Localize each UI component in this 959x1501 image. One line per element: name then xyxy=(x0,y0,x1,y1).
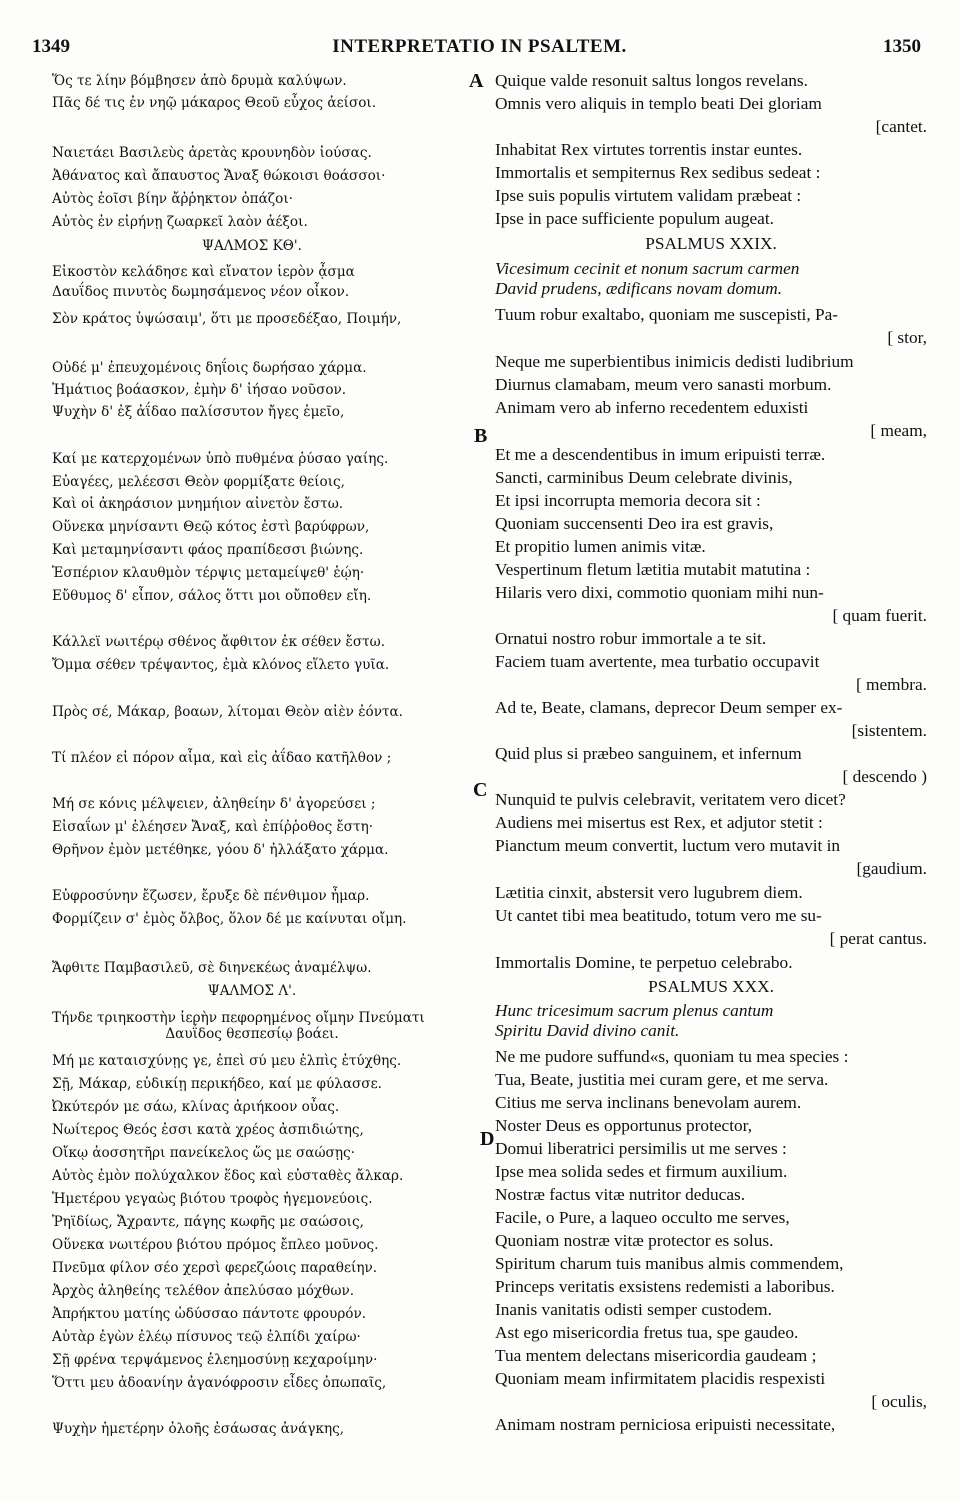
latin-line: [gaudium. xyxy=(856,859,927,878)
greek-line: Σῇ, Μάκαρ, εὐδικίῃ περικήδεο, καί με φύλασσε. xyxy=(52,1076,382,1092)
latin-line: Vicesimum cecinit et nonum sacrum carmen xyxy=(495,259,800,278)
latin-line: Ornatui nostro robur immortale a te sit. xyxy=(495,629,767,648)
latin-line: [ meam, xyxy=(870,421,927,440)
greek-line: Οἴκῳ ἀοσσητῆρι πανείκελος ὥς με σαώσῃς· xyxy=(52,1145,355,1161)
greek-line: Καί με κατερχομένων ὑπὸ πυθμένα ῥύσαο γαίης. xyxy=(52,451,389,467)
section-marker-d: D xyxy=(480,1128,495,1150)
latin-line: Ne me pudore suffund«s, quoniam tu mea species : xyxy=(495,1047,849,1066)
latin-line: [ quam fuerit. xyxy=(832,606,927,625)
latin-line: Faciem tuam avertente, mea turbatio occupavit xyxy=(495,652,820,671)
greek-line: Αὐτὰρ ἐγὼν ἐλέῳ πίσυνος τεῷ ἐλπίδι χαίρω· xyxy=(52,1329,361,1345)
greek-line: Θρῆνον ἐμὸν μετέθηκε, γόου δ' ἠλλάξατο χάρμα. xyxy=(52,842,389,858)
latin-line: [ oculis, xyxy=(871,1392,927,1411)
greek-line: Ῥηϊδίως, Ἄχραντε, πάγης κωφῆς με σαώσοις, xyxy=(52,1214,364,1230)
greek-line: Κάλλεϊ νωιτέρῳ σθένος ἄφθιτον ἐκ σέθεν ἔστω. xyxy=(52,634,386,650)
section-marker-b: B xyxy=(474,425,488,447)
latin-line: Animam vero ab inferno recedentem eduxisti xyxy=(495,398,809,417)
greek-line: Φορμίζειν σ' ἐμὸς ὄλβος, ὅλον δέ με καίνυται οἴμη. xyxy=(52,911,407,927)
greek-line: Μή σε κόνις μέλψειεν, ἀληθείην δ' ἀγορεύσει ; xyxy=(52,796,376,812)
greek-line: Τήνδε τριηκοστὴν ἱερὴν πεφορημένος οἴμην Πνεύματι xyxy=(52,1010,425,1026)
latin-line: [cantet. xyxy=(875,117,927,136)
column-number-left: 1349 xyxy=(32,36,70,57)
latin-line: [sistentem. xyxy=(851,721,927,740)
latin-line: Citius me serva inclinans benevolam aurem. xyxy=(495,1093,802,1112)
latin-line: Neque me superbientibus inimicis dedisti ludibrium xyxy=(495,352,854,371)
latin-line: Ipse mea solida sedes et firmum auxilium. xyxy=(495,1162,788,1181)
latin-line: [ stor, xyxy=(887,328,927,347)
greek-line: Ἑσπέριον κλαυθμὸν τέρψις μεταμείψεθ' ἑῴη· xyxy=(52,565,365,581)
psalm-heading-latin: PSALMUS XXIX. xyxy=(645,234,777,253)
latin-line: David prudens, ædificans novam domum. xyxy=(495,279,783,298)
greek-line: Εὐφροσύνην ἔζωσεν, ἔρυξε δὲ πένθιμον ἦμαρ. xyxy=(52,888,370,904)
greek-line: Αὐτὸς ἐμὸν πολύχαλκον ἕδος καὶ εὐσταθὲς ἄλκαρ. xyxy=(52,1168,404,1184)
greek-line: Εἰκοστὸν κελάδησε καὶ εἴνατον ἱερὸν ᾆσμα xyxy=(52,264,355,280)
greek-line: Ὅς τε λίην βόμβησεν ἀπὸ δρυμὰ καλύψων. xyxy=(52,73,347,89)
latin-line: Ut cantet tibi mea beatitudo, totum vero me su- xyxy=(495,906,822,925)
latin-line: Nunquid te pulvis celebravit, veritatem vero dicet? xyxy=(495,790,846,809)
latin-line: Animam nostram perniciosa eripuisti necessitate, xyxy=(495,1415,836,1434)
latin-line: Lætitia cinxit, abstersit vero lugubrem diem. xyxy=(495,883,803,902)
latin-line: Sancti, carminibus Deum celebrate divinis, xyxy=(495,468,793,487)
latin-line: Quoniam succensenti Deo ira est gravis, xyxy=(495,514,774,533)
latin-line: Quique valde resonuit saltus longos revelans. xyxy=(495,71,808,90)
latin-line: Hilaris vero dixi, commotio quoniam mihi nun- xyxy=(495,583,824,602)
greek-line: Ἀρχὸς ἀληθείης τελέθον ἀπελύσαο μόχθων. xyxy=(52,1283,355,1299)
greek-line: Ἀθάνατος καὶ ἄπαυστος Ἄναξ θώκοισι θοάσσοι· xyxy=(52,168,386,184)
greek-line: Ἀπρήκτου ματίης ὠδύσσαο πάντοτε φρουρόν. xyxy=(52,1306,367,1322)
greek-line: Ναιετάει Βασιλεὺς ἀρετὰς κρουνηδὸν ἰούσας. xyxy=(52,145,372,161)
section-marker-c: C xyxy=(473,779,488,801)
greek-line: Δαυΐδος θεσπεσίῳ βοάει. xyxy=(165,1026,339,1042)
greek-line: Αὐτὸς ἐν εἰρήνῃ ζωαρκεῖ λαὸν ἀέξοι. xyxy=(52,214,308,230)
latin-line: Ipse suis populis virtutem validam præbeat : xyxy=(495,186,802,205)
psalm-heading-greek: ΨΑΛΜΟΣ ΚΘ'. xyxy=(202,238,302,254)
greek-line: Οὐδέ μ' ἐπευχομένοις δηΐοις δωρήσαο χάρμα. xyxy=(52,360,367,376)
greek-line: Εὐαγέες, μελέεσσι Θεὸν φορμίξατε θείοις, xyxy=(52,474,345,490)
column-number-right: 1350 xyxy=(883,36,921,57)
greek-line: Νωίτερος Θεός ἐσσι κατὰ χρέος ἀσπιδιώτης, xyxy=(52,1122,364,1138)
latin-line: Tua, Beate, justitia mei curam gere, et me serva. xyxy=(495,1070,829,1089)
greek-line: Σῇ φρένα τερψάμενος ἐλεημοσύνῃ κεχαροίμην· xyxy=(52,1352,378,1368)
latin-line: Noster Deus es opportunus protector, xyxy=(495,1116,753,1135)
greek-line: Ἠμάτιος βοάασκον, ἐμὴν δ' ἰήσαο νοῦσον. xyxy=(52,382,347,398)
greek-line: Ἄφθιτε Παμβασιλεῦ, σὲ διηνεκέως ἀναμέλψω. xyxy=(52,960,372,976)
greek-line: Ψυχὴν δ' ἐξ ἀΐδαο παλίσσυτον ἤγες ἐμεῖο, xyxy=(52,404,345,420)
latin-line: Pianctum meum convertit, luctum vero mutavit in xyxy=(495,836,841,855)
greek-line: Σὸν κράτος ὑψώσαιμ', ὅτι με προσεδέξαο, Ποιμήν, xyxy=(52,311,402,327)
greek-line: Ὅττι μευ ἀδοανίην ἀγανόφροσιν εἶδες ὀπωπαῖς, xyxy=(52,1375,387,1391)
latin-line: Inanis vanitatis odisti semper custodem. xyxy=(495,1300,772,1319)
greek-line: Οὕνεκα νωιτέρου βιότου πρόμος ἔπλεο μοῦνος. xyxy=(52,1237,379,1253)
greek-line: Αὐτὸς ἑοῖσι βίην ἄῤῥηκτον ὀπάζοι· xyxy=(52,191,293,207)
latin-line: Audiens mei misertus est Rex, et adjutor stetit : xyxy=(495,813,823,832)
greek-line: Πᾶς δέ τις ἐν νηῷ μάκαρος Θεοῦ εὖχος ἀείσοι. xyxy=(52,95,377,111)
latin-line: Nostræ factus vitæ nutritor deducas. xyxy=(495,1185,746,1204)
greek-line: Μή με καταισχύνῃς γε, ἐπεὶ σύ μευ ἐλπὶς ἐτύχθης. xyxy=(52,1053,402,1069)
greek-line: Ἡμετέρου γεγαὼς βιότου τροφὸς ἡγεμονεύοις. xyxy=(52,1191,373,1207)
latin-line: Et ipsi incorrupta memoria decora sit : xyxy=(495,491,761,510)
latin-line: Spiritum charum tuis manibus almis commendem, xyxy=(495,1254,844,1273)
running-title: INTERPRETATIO IN PSALTEM. xyxy=(332,36,627,57)
latin-line: Vespertinum fletum lætitia mutabit matutina : xyxy=(495,560,811,579)
latin-line: Quoniam nostræ vitæ protector es solus. xyxy=(495,1231,774,1250)
greek-line: Εἰσαΐων μ' ἐλέησεν Ἄναξ, καὶ ἐπίῤῥοθος ἔστη· xyxy=(52,819,374,835)
latin-line: Hunc tricesimum sacrum plenus cantum xyxy=(495,1001,774,1020)
latin-line: Et propitio lumen animis vitæ. xyxy=(495,537,706,556)
latin-line: [ perat cantus. xyxy=(829,929,927,948)
latin-line: Tua mentem delectans misericordia gaudeam ; xyxy=(495,1346,817,1365)
greek-line: Πρὸς σέ, Μάκαρ, βοαων, λίτομαι Θεὸν αἰὲν ἐόντα. xyxy=(52,704,403,720)
latin-line: Ad te, Beate, clamans, deprecor Deum semper ex- xyxy=(495,698,843,717)
latin-line: Immortalis Domine, te perpetuo celebrabo. xyxy=(495,953,793,972)
greek-line: Οὕνεκα μηνίσαντι Θεῷ κότος ἐστὶ βαρύφρων, xyxy=(52,519,370,535)
section-marker-a: A xyxy=(469,70,484,92)
latin-line: Facile, o Pure, a laqueo occulto me serves, xyxy=(495,1208,790,1227)
psalm-heading-greek: ΨΑΛΜΟΣ Λ'. xyxy=(207,983,297,999)
latin-line: Spiritu David divino canit. xyxy=(495,1021,680,1040)
latin-line: Tuum robur exaltabo, quoniam me suscepisti, Pa- xyxy=(495,305,839,324)
latin-line: Quoniam meam infirmitatem placidis respexisti xyxy=(495,1369,826,1388)
latin-line: Quid plus si præbeo sanguinem, et infernum xyxy=(495,744,802,763)
latin-line: Diurnus clamabam, meum vero sanasti morbum. xyxy=(495,375,832,394)
latin-line: Et me a descendentibus in imum eripuisti terræ. xyxy=(495,445,826,464)
greek-line: Καὶ οἱ ἀκηράσιον μνημήιον αἰνετὸν ἔστω. xyxy=(52,496,344,512)
latin-line: Immortalis et sempiternus Rex sedibus sedeat : xyxy=(495,163,821,182)
greek-line: Εὔθυμος δ' εἶπον, σάλος ὅττι μοι οὔποθεν εἴη. xyxy=(52,588,372,604)
latin-line: Ast ego misericordia fretus tua, spe gaudeo. xyxy=(495,1323,799,1342)
psalm-heading-latin: PSALMUS XXX. xyxy=(648,977,774,996)
greek-line: Ὄμμα σέθεν τρέψαντος, ἐμὰ κλόνος εἵλετο γυῖα. xyxy=(52,657,390,673)
latin-line: Inhabitat Rex virtutes torrentis instar euntes. xyxy=(495,140,803,159)
latin-line: Princeps veritatis exsistens redemisti a laboribus. xyxy=(495,1277,835,1296)
latin-line: [ descendo ) xyxy=(842,767,927,786)
greek-line: Τί πλέον εἰ πόρον αἷμα, καὶ εἰς ἀΐδαο κατῆλθον ; xyxy=(52,750,392,766)
greek-line: Καὶ μεταμηνίσαντι φάος πραπίδεσσι βιώνης. xyxy=(52,542,364,558)
greek-line: Ψυχὴν ἡμετέρην ὀλοῆς ἐσάωσας ἀνάγκης, xyxy=(52,1421,345,1437)
latin-line: Domui liberatrici persimilis ut me serves : xyxy=(495,1139,787,1158)
greek-line: Δαυΐδος πινυτὸς δωμησάμενος νέον οἶκον. xyxy=(52,284,350,300)
latin-line: Omnis vero aliquis in templo beati Dei gloriam xyxy=(495,94,822,113)
greek-line: Ὠκύτερόν με σάω, κλίνας ἀριήκοον οὖας. xyxy=(52,1099,340,1115)
latin-line: [ membra. xyxy=(855,675,927,694)
greek-line: Πνεῦμα φίλον σέο χερσὶ φερεζώοις παραθείην. xyxy=(52,1260,378,1276)
latin-line: Ipse in pace sufficiente populum augeat. xyxy=(495,209,774,228)
